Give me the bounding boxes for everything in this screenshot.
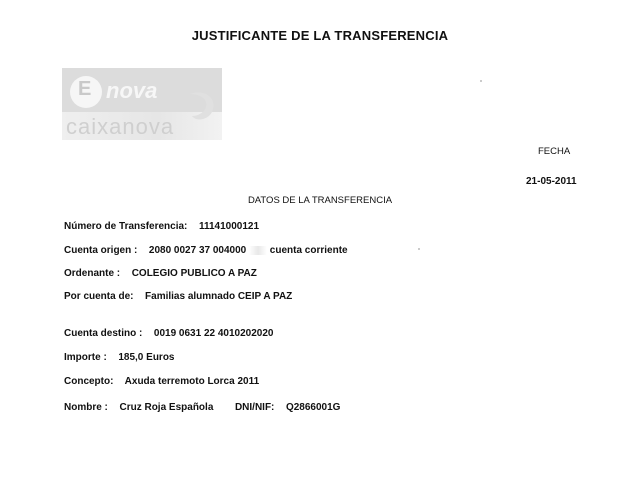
field-nombre — [64, 402, 340, 413]
por-cuenta-value: Familias alumnado CEIP A PAZ — [145, 291, 293, 302]
fecha-value: 21-05-2011 — [526, 176, 577, 187]
importe-label: Importe : — [64, 352, 107, 363]
concepto-value: Axuda terremoto Lorca 2011 — [124, 376, 260, 387]
logo-swirl-icon — [186, 86, 220, 126]
cuenta-origen-value: 2080 0027 37 004000 — [148, 245, 247, 256]
field-ordenante — [64, 268, 257, 279]
field-concepto — [64, 376, 259, 387]
document-title: JUSTIFICANTE DE LA TRANSFERENCIA — [191, 28, 449, 43]
redaction-smudge — [249, 246, 267, 255]
nombre-value: Cruz Roja Española — [119, 402, 214, 413]
concepto-label: Concepto: — [64, 376, 114, 387]
cuenta-destino-value: 0019 0631 22 4010202020 — [153, 328, 274, 339]
ordenante-value: COLEGIO PUBLICO A PAZ — [131, 268, 257, 279]
numero-label: Número de Transferencia: — [64, 221, 188, 232]
section-title: DATOS DE LA TRANSFERENCIA — [247, 195, 393, 206]
ordenante-label: Ordenante : — [64, 268, 121, 279]
field-cuenta-destino — [64, 328, 273, 339]
logo-letter: E — [78, 78, 92, 100]
cuenta-destino-label: Cuenta destino : — [64, 328, 143, 339]
scan-speck — [418, 248, 420, 250]
importe-value: 185,0 Euros — [118, 352, 175, 363]
por-cuenta-label: Por cuenta de: — [64, 291, 134, 302]
logo-bottom-text: caixanova — [66, 114, 175, 139]
fecha-label: FECHA — [538, 146, 571, 157]
dni-value: Q2866001G — [285, 402, 341, 413]
dni-label: DNI/NIF: — [234, 402, 275, 413]
nombre-label: Nombre : — [64, 402, 108, 413]
caixanova-logo — [62, 68, 222, 140]
cuenta-origen-label: Cuenta origen : — [64, 245, 138, 256]
field-importe — [64, 352, 175, 363]
logo-top-text: nova — [106, 78, 158, 103]
cuenta-origen-type: cuenta corriente — [269, 245, 348, 256]
numero-value: 11141000121 — [198, 221, 260, 232]
scan-speck — [480, 80, 482, 82]
field-numero-transferencia — [64, 221, 259, 232]
field-cuenta-origen — [64, 245, 348, 256]
field-por-cuenta-de — [64, 291, 292, 302]
